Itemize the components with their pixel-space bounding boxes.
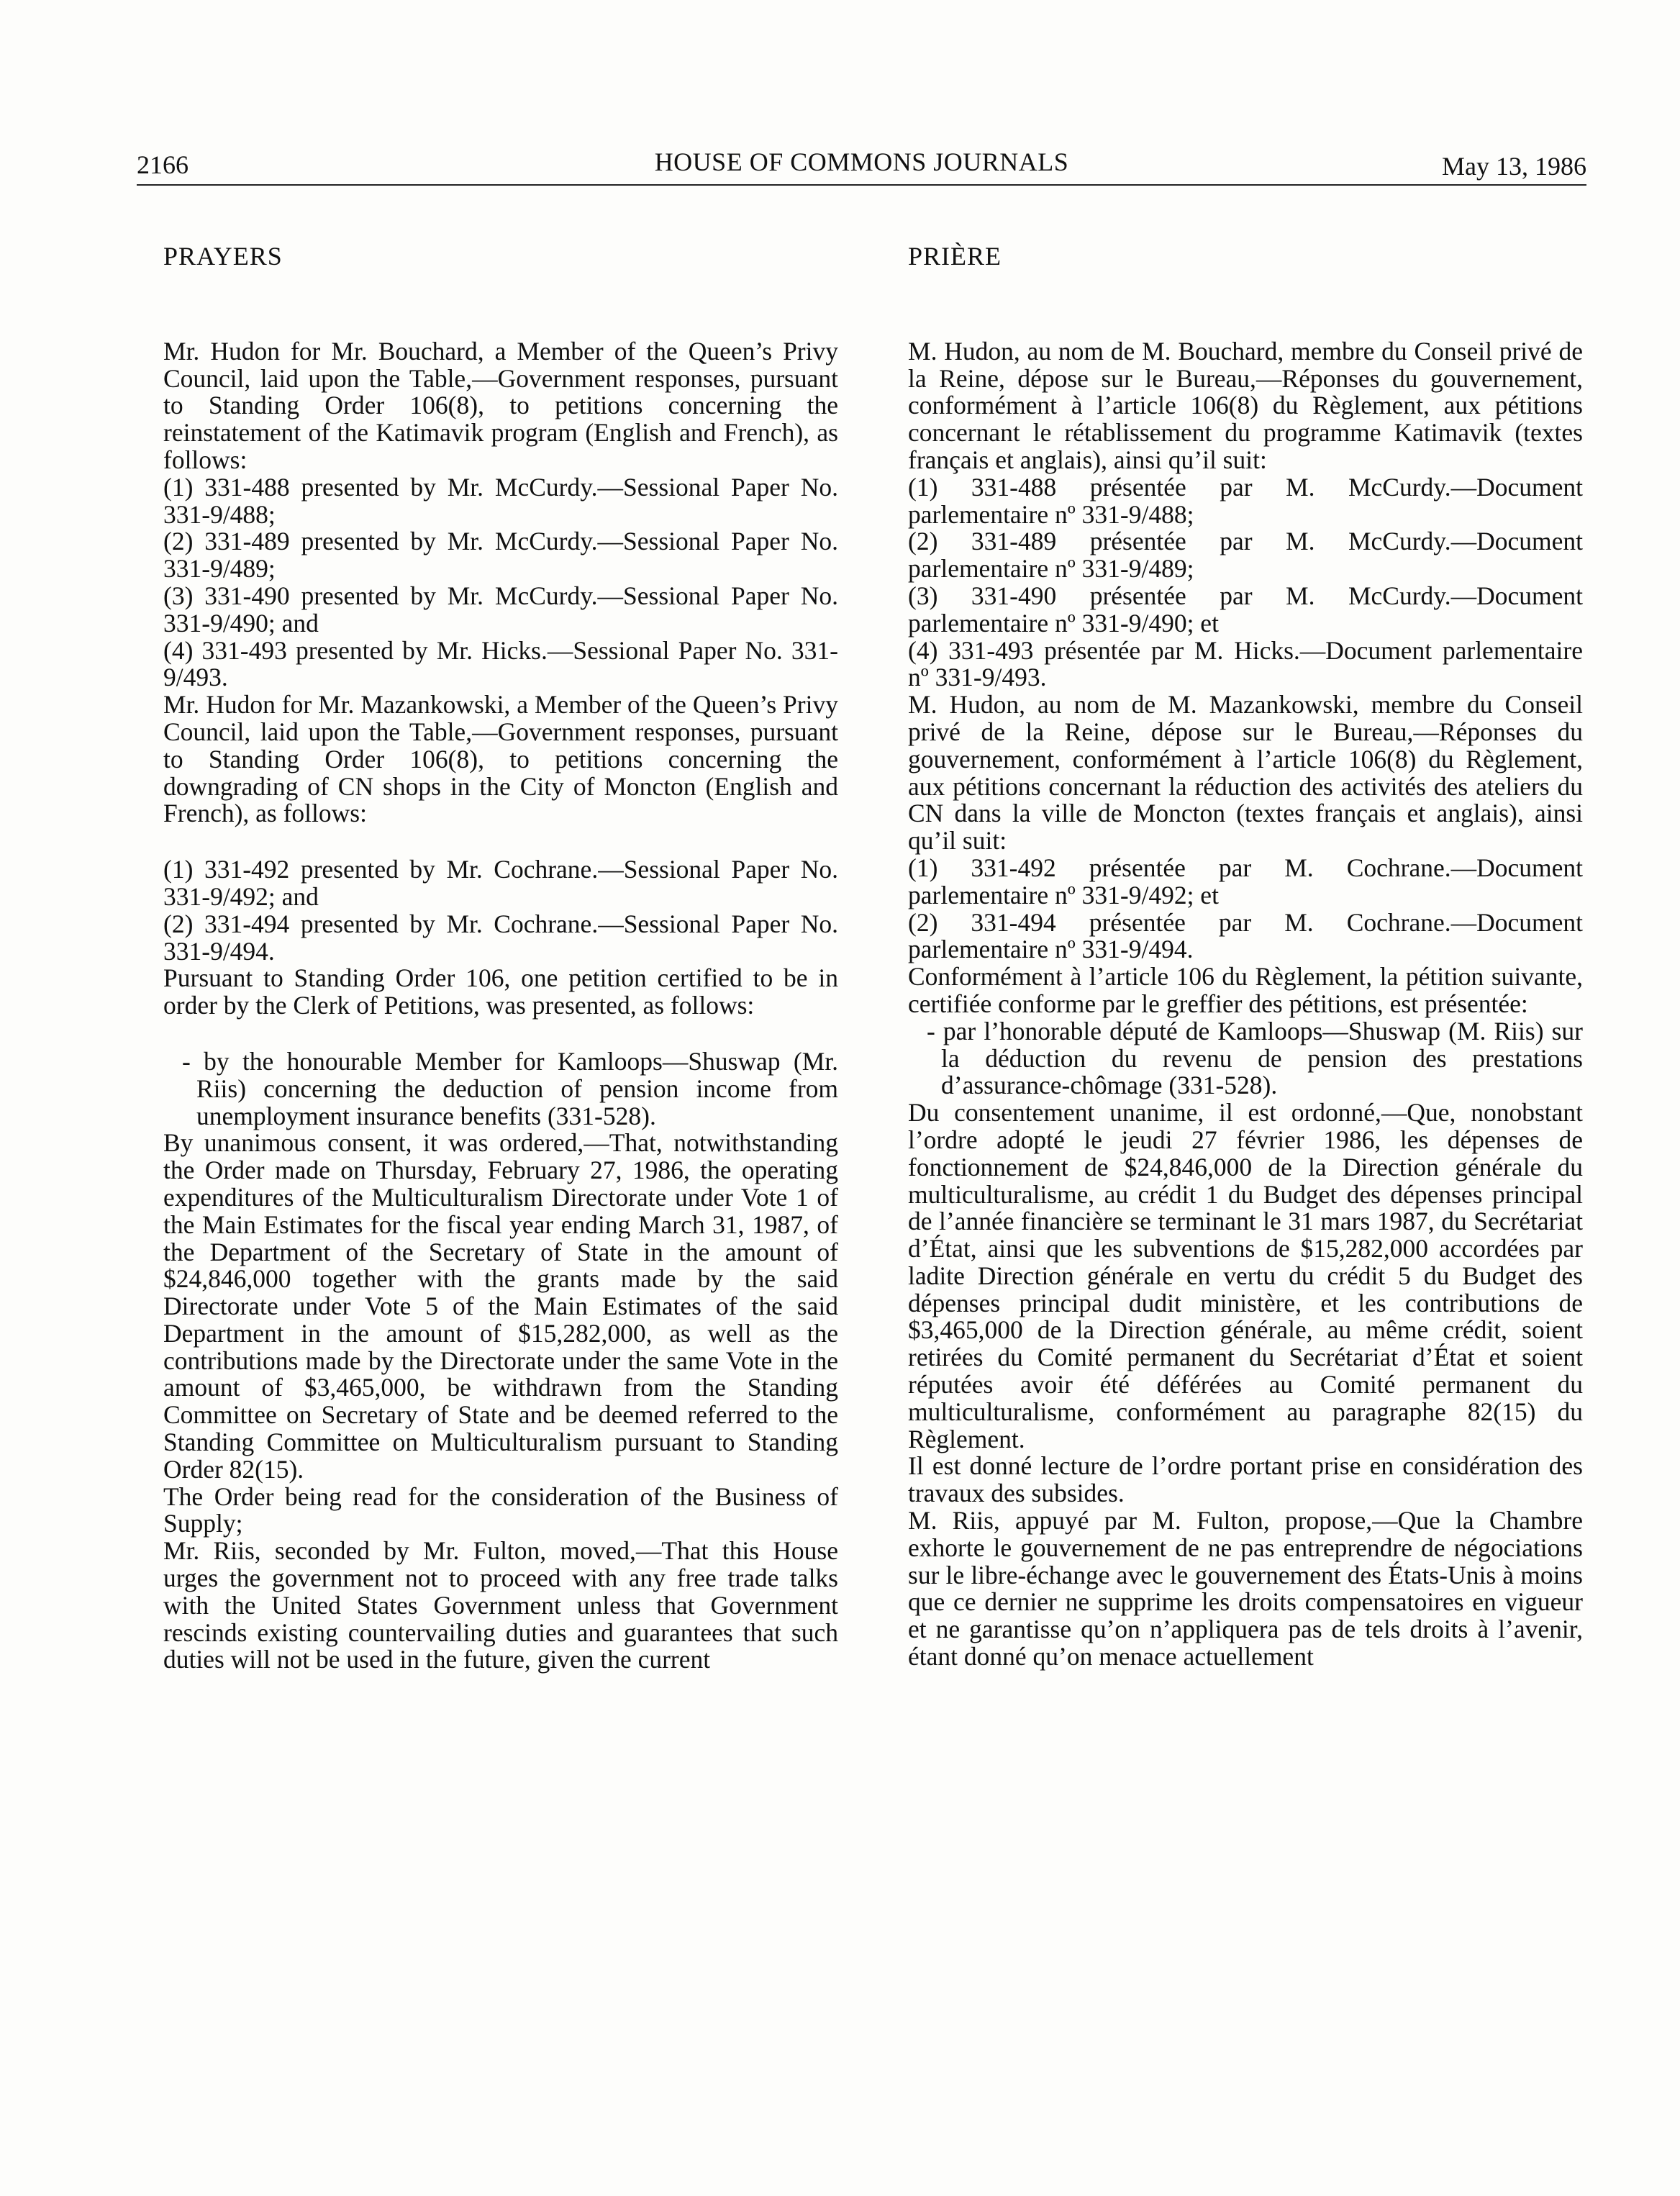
french-list-item: (3) 331-490 présentée par M. McCurdy.—Document parlementaire nº 331-9/490; et: [908, 581, 1583, 638]
english-para-motion: Mr. Riis, seconded by Mr. Fulton, moved,—That this House urges the government not to proceed with any free trade talks with the United States Government unless that Government rescinds existing countervailing duties and guarantees that such duties will not be used in the future, given the current: [163, 1536, 838, 1674]
english-para-order: By unanimous consent, it was ordered,—That, notwithstanding the Order made on Thursday, February 27, 1986, the operating expenditures of the Multiculturalism Directorate under Vote 1 of the Main Estimates for the fiscal year ending March 31, 1987, of the Department of the Secretary of State in the amount of $24,846,000 together with the grants made by the said Directorate under Vote 5 of the Main Estimates of the said Department in the amount of $15,282,000, as well as the contributions made by the Directorate under the same Vote in the amount of $3,465,000, be withdrawn from the Standing Committee on Secretary of State and be deemed referred to the Standing Committee on Multiculturalism pursuant to Standing Order 82(15).: [163, 1128, 838, 1484]
french-para-moncton: M. Hudon, au nom de M. Mazankowski, membre du Conseil privé de la Reine, dépose sur le Bureau,—Réponses du gouvernement, conformément à l’article 106(8) du Règlement, aux pétitions concernant la réduction des activités des ateliers du CN dans la ville de Moncton (textes français et anglais), ainsi qu’il suit:: [908, 690, 1583, 856]
french-heading: PRIÈRE: [908, 242, 1002, 271]
french-list-item: (1) 331-488 présentée par M. McCurdy.—Document parlementaire nº 331-9/488;: [908, 472, 1583, 529]
page-header: [137, 144, 1586, 181]
french-column: [908, 243, 1583, 1671]
english-list-item: (1) 331-488 presented by Mr. McCurdy.—Sessional Paper No. 331-9/488;: [163, 472, 838, 529]
french-list-item: (4) 331-493 présentée par M. Hicks.—Document parlementaire nº 331-9/493.: [908, 635, 1583, 692]
english-list-item: (2) 331-489 presented by Mr. McCurdy.—Sessional Paper No. 331-9/489;: [163, 527, 838, 584]
french-para-motion: M. Riis, appuyé par M. Fulton, propose,—Que la Chambre exhorte le gouvernement de ne pas entreprendre de négociations sur le libre-échange avec le gouvernement des États-Unis à moins que ce dernier ne supprime les droits compensatoires en vigueur et ne garantisse qu’on n’appliquera pas de tels droits à l’avenir, étant donné qu’on menace actuellement: [908, 1506, 1583, 1671]
header-rule: [137, 184, 1586, 186]
english-heading: PRAYERS: [163, 242, 283, 271]
journal-date: May 13, 1986: [1442, 152, 1586, 181]
page-number: 2166: [137, 150, 189, 179]
french-list-item: (2) 331-489 présentée par M. McCurdy.—Document parlementaire nº 331-9/489;: [908, 527, 1583, 584]
french-para-katimavik: M. Hudon, au nom de M. Bouchard, membre du Conseil privé de la Reine, dépose sur le Bureau,—Réponses du gouvernement, conformément à l’article 106(8) du Règlement, aux pétitions concernant le rétablissement du programme Katimavik (textes français et anglais), ainsi qu’il suit:: [908, 336, 1583, 474]
english-petition-item: - by the honourable Member for Kamloops—Shuswap (Mr. Riis) concerning the deduction of pension income from unemployment insurance benefits (331-528).: [182, 1046, 838, 1130]
french-para-supply: Il est donné lecture de l’ordre portant prise en considération des travaux des subsides.: [908, 1451, 1583, 1508]
french-para-order: Du consentement unanime, il est ordonné,—Que, nonobstant l’ordre adopté le jeudi 27 février 1986, les dépenses de fonctionnement de $24,846,000 de la Direction générale du multiculturalisme, au crédit 1 du Budget des dépenses principal de l’année financière se terminant le 31 mars 1987, du Secrétariat d’État, ainsi que les subventions de $15,282,000 accordées par ladite Direction générale en vertu du crédit 5 du Budget des dépenses principal dudit ministère, et les contributions de $3,465,000 de la Direction générale, au même crédit, soient retirées du Comité permanent du Secrétariat d’État et soient réputées avoir été déférées au Comité permanent du multiculturalisme, conformément au paragraphe 82(15) du Règlement.: [908, 1098, 1583, 1453]
english-list-item: (1) 331-492 presented by Mr. Cochrane.—Sessional Paper No. 331-9/492; and: [163, 855, 838, 911]
english-column: [163, 243, 838, 1674]
english-list-item: (4) 331-493 presented by Mr. Hicks.—Sessional Paper No. 331-9/493.: [163, 635, 838, 692]
french-list-item: (2) 331-494 présentée par M. Cochrane.—Document parlementaire nº 331-9/494.: [908, 907, 1583, 964]
french-list-item: (1) 331-492 présentée par M. Cochrane.—Document parlementaire nº 331-9/492; et: [908, 853, 1583, 909]
english-list-item: (2) 331-494 presented by Mr. Cochrane.—Sessional Paper No. 331-9/494.: [163, 909, 838, 966]
english-para-katimavik: Mr. Hudon for Mr. Bouchard, a Member of the Queen’s Privy Council, laid upon the Table,—Government responses, pursuant to Standing Order 106(8), to petitions concerning the reinstatement of the Katimavik program (English and French), as follows:: [163, 336, 838, 474]
french-para-petition-intro: Conformément à l’article 106 du Règlement, la pétition suivante, certifiée conforme par le greffier des pétitions, est présentée:: [908, 962, 1583, 1018]
english-para-petition-intro: Pursuant to Standing Order 106, one petition certified to be in order by the Clerk of Petitions, was presented, as follows:: [163, 963, 838, 1020]
english-para-supply: The Order being read for the consideration of the Business of Supply;: [163, 1482, 838, 1538]
french-petition-item: - par l’honorable député de Kamloops—Shuswap (M. Riis) sur la déduction du revenu de pension des prestations d’assurance-chômage (331-528).: [927, 1016, 1583, 1100]
english-list-item: (3) 331-490 presented by Mr. McCurdy.—Sessional Paper No. 331-9/490; and: [163, 581, 838, 638]
journal-title: HOUSE OF COMMONS JOURNALS: [654, 148, 1069, 176]
english-para-moncton: Mr. Hudon for Mr. Mazankowski, a Member of the Queen’s Privy Council, laid upon the Table,—Government responses, pursuant to Standing Order 106(8), to petitions concerning the downgrading of CN shops in the City of Moncton (English and French), as follows:: [163, 690, 838, 828]
